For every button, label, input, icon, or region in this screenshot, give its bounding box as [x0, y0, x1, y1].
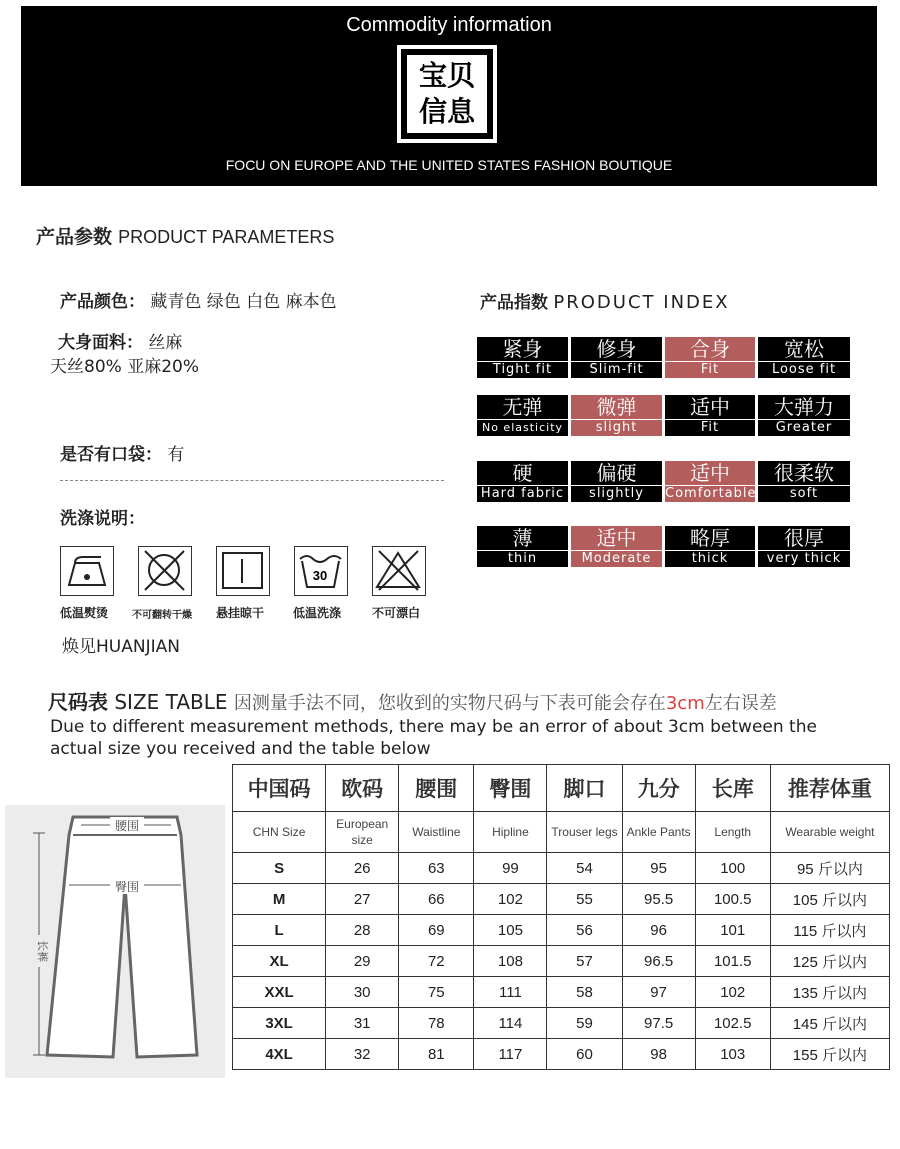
- size-heading-zh: 尺码表: [48, 690, 108, 714]
- table-cell: 105 斤以内: [770, 884, 889, 915]
- index-heading-en: PRODUCT INDEX: [553, 292, 730, 313]
- table-row: [233, 946, 890, 977]
- size-note-zh-1: 因测量手法不同，您收到的实物尺码与下表可能会存在: [233, 693, 666, 714]
- header-cell-en: Wearable weight: [770, 812, 889, 853]
- table-cell: 63: [399, 853, 474, 884]
- table-cell: M: [233, 884, 326, 915]
- wash-30-icon: [294, 546, 348, 596]
- table-cell: 26: [326, 853, 399, 884]
- table-cell: 31: [326, 1008, 399, 1039]
- wash-label-tumble: 不可翻转干燥: [132, 610, 192, 621]
- table-cell: 105: [474, 915, 547, 946]
- wash-label-hang: 悬挂晾干: [216, 606, 265, 620]
- table-cell: 4XL: [233, 1039, 326, 1070]
- table-cell: 95: [622, 853, 695, 884]
- params-heading-zh: 产品参数: [36, 226, 113, 248]
- header-cell-zh: 臀围: [474, 765, 547, 812]
- size-table: [232, 764, 890, 1070]
- table-row: [233, 915, 890, 946]
- header-cell-zh: 长库: [695, 765, 770, 812]
- table-row: [233, 884, 890, 915]
- table-cell: 32: [326, 1039, 399, 1070]
- table-cell: 66: [399, 884, 474, 915]
- header-banner: [21, 6, 877, 186]
- table-cell: 72: [399, 946, 474, 977]
- no-tumble-dry-icon: [138, 546, 192, 596]
- param-fabric-detail: 天丝80% 亚麻20%: [50, 357, 199, 377]
- index-cell-en: slightly: [571, 485, 662, 502]
- banner-subtitle: FOCU ON EUROPE AND THE UNITED STATES FASHION BOUTIQUE: [225, 157, 673, 173]
- banner-badge: [397, 45, 497, 143]
- table-cell: 29: [326, 946, 399, 977]
- table-cell: 115 斤以内: [770, 915, 889, 946]
- wash-label-bleach: 不可漂白: [372, 606, 421, 620]
- table-cell: 30: [326, 977, 399, 1008]
- index-cell: [665, 337, 755, 378]
- index-cell: [571, 337, 662, 378]
- table-cell: 111: [474, 977, 547, 1008]
- table-cell: 125 斤以内: [770, 946, 889, 977]
- table-cell: 97.5: [622, 1008, 695, 1039]
- header-cell-zh: 九分: [622, 765, 695, 812]
- table-cell: 69: [399, 915, 474, 946]
- index-cell: [571, 395, 662, 436]
- table-header-en: [233, 812, 890, 853]
- index-cell: [665, 461, 755, 502]
- table-cell: 95.5: [622, 884, 695, 915]
- table-cell: 102: [695, 977, 770, 1008]
- header-cell-en: Hipline: [474, 812, 547, 853]
- index-cell: [571, 526, 662, 567]
- index-cell-en: Comfortable: [665, 486, 757, 501]
- table-cell: 145 斤以内: [770, 1008, 889, 1039]
- index-cell-zh: 很厚: [784, 526, 824, 550]
- diagram-length-label: 长裤: [36, 940, 49, 962]
- table-cell: 27: [326, 884, 399, 915]
- index-cell-en: thin: [477, 550, 568, 567]
- iron-low-icon: [60, 546, 114, 596]
- table-cell: 57: [547, 946, 622, 977]
- table-cell: 101: [695, 915, 770, 946]
- table-cell: 108: [474, 946, 547, 977]
- size-note-en: Due to different measurement methods, there may be an error of about 3cm between the actual size you received and the table below: [50, 717, 817, 759]
- index-cell-zh: 无弹: [502, 395, 543, 419]
- table-cell: 100.5: [695, 884, 770, 915]
- table-cell: 55: [547, 884, 622, 915]
- header-cell-en: European size: [326, 812, 399, 853]
- header-cell-en: Trouser legs: [547, 812, 622, 853]
- table-header-zh: [233, 765, 890, 812]
- index-cell-zh: 略厚: [690, 526, 730, 550]
- header-cell-en: CHN Size: [233, 812, 326, 853]
- brand-name: 焕见HUANJIAN: [62, 637, 180, 657]
- table-cell: 98: [622, 1039, 695, 1070]
- table-cell: 114: [474, 1008, 547, 1039]
- index-cell-zh: 薄: [512, 526, 533, 550]
- param-color-label: 产品颜色：: [60, 292, 145, 312]
- table-cell: 135 斤以内: [770, 977, 889, 1008]
- table-cell: 60: [547, 1039, 622, 1070]
- index-cell-zh: 硬: [512, 461, 533, 485]
- table-cell: 59: [547, 1008, 622, 1039]
- params-heading: [36, 222, 334, 249]
- index-cell-zh: 适中: [596, 526, 637, 550]
- diagram-waist-label: 腰围: [114, 819, 140, 833]
- wash-temp: 30: [312, 568, 328, 583]
- no-bleach-icon: [372, 546, 426, 596]
- size-note-zh-red: 3cm: [665, 693, 705, 714]
- index-cell-en: Loose fit: [758, 361, 850, 378]
- size-heading-en: SIZE TABLE: [114, 690, 228, 714]
- index-cell: [758, 461, 850, 502]
- index-cell-zh: 很柔软: [774, 461, 834, 485]
- index-cell: [665, 526, 755, 567]
- table-cell: XXL: [233, 977, 326, 1008]
- param-pocket-label: 是否有口袋：: [60, 445, 162, 465]
- index-cell-en: Tight fit: [477, 361, 568, 378]
- index-cell-en: Slim-fit: [571, 361, 662, 378]
- pants-diagram: [5, 805, 225, 1078]
- table-cell: 56: [547, 915, 622, 946]
- table-cell: 100: [695, 853, 770, 884]
- index-cell-zh: 宽松: [784, 337, 824, 361]
- index-cell-en: No elasticity: [477, 419, 568, 436]
- table-cell: 102.5: [695, 1008, 770, 1039]
- table-cell: 75: [399, 977, 474, 1008]
- table-cell: 78: [399, 1008, 474, 1039]
- param-fabric-value: 丝麻: [148, 333, 183, 353]
- divider: [60, 480, 444, 481]
- index-cell-zh: 合身: [690, 337, 730, 361]
- table-cell: 54: [547, 853, 622, 884]
- header-cell-en: Waistline: [399, 812, 474, 853]
- table-cell: 28: [326, 915, 399, 946]
- table-row: [233, 1008, 890, 1039]
- index-cell: [758, 526, 850, 567]
- banner-badge-line1: 宝贝: [418, 59, 475, 92]
- index-cell-zh: 紧身: [502, 337, 543, 361]
- index-cell-en: soft: [758, 485, 850, 502]
- table-row: [233, 977, 890, 1008]
- index-cell-zh: 适中: [690, 395, 730, 419]
- param-pocket: [60, 440, 184, 465]
- index-cell: [758, 337, 850, 378]
- index-cell-en: very thick: [758, 550, 850, 567]
- banner-title: Commodity information: [346, 14, 552, 36]
- index-cell-en: thick: [665, 550, 755, 567]
- param-fabric-label: 大身面料：: [58, 333, 143, 353]
- index-cell: [477, 461, 568, 502]
- wash-heading-label: 洗涤说明：: [60, 509, 145, 529]
- params-heading-en: PRODUCT PARAMETERS: [118, 227, 335, 247]
- index-cell-zh: 偏硬: [596, 461, 637, 485]
- index-cell: [571, 461, 662, 502]
- index-cell: [477, 337, 568, 378]
- table-cell: 3XL: [233, 1008, 326, 1039]
- table-row: [233, 1039, 890, 1070]
- param-pocket-value: 有: [167, 445, 185, 465]
- table-cell: 101.5: [695, 946, 770, 977]
- size-note-zh-2: 左右误差: [704, 693, 777, 714]
- index-cell-en: Fit: [665, 361, 755, 378]
- table-cell: 117: [474, 1039, 547, 1070]
- param-fabric: [58, 328, 182, 353]
- index-cell-en: Greater: [758, 419, 850, 436]
- table-cell: 96: [622, 915, 695, 946]
- index-cell: [477, 526, 568, 567]
- header-cell-en: Ankle Pants: [622, 812, 695, 853]
- table-cell: L: [233, 915, 326, 946]
- hang-dry-icon: [216, 546, 270, 596]
- table-cell: 102: [474, 884, 547, 915]
- header-cell-zh: 腰围: [399, 765, 474, 812]
- table-row: [233, 853, 890, 884]
- wash-label-iron: 低温熨烫: [60, 606, 109, 620]
- banner-badge-line2: 信息: [418, 95, 475, 128]
- index-cell: [758, 395, 850, 436]
- index-cell-en: slight: [571, 419, 662, 436]
- wash-heading: [60, 504, 145, 529]
- index-cell-zh: 适中: [690, 461, 730, 485]
- param-color-value: 藏青色 绿色 白色 麻本色: [150, 292, 337, 312]
- wash-label-wash: 低温洗涤: [293, 606, 342, 620]
- index-heading-zh: 产品指数: [480, 293, 548, 313]
- table-cell: 97: [622, 977, 695, 1008]
- table-cell: S: [233, 853, 326, 884]
- header-cell-zh: 欧码: [326, 765, 399, 812]
- param-color: [60, 287, 337, 312]
- index-cell-en: Hard fabric: [477, 485, 568, 502]
- table-cell: 155 斤以内: [770, 1039, 889, 1070]
- header-cell-zh: 推荐体重: [770, 765, 889, 812]
- header-cell-zh: 脚口: [547, 765, 622, 812]
- index-heading: [480, 288, 730, 313]
- header-cell-zh: 中国码: [233, 765, 326, 812]
- size-table-heading: [48, 686, 777, 715]
- table-cell: 96.5: [622, 946, 695, 977]
- index-cell-zh: 修身: [596, 337, 637, 361]
- table-cell: XL: [233, 946, 326, 977]
- table-cell: 99: [474, 853, 547, 884]
- table-cell: 81: [399, 1039, 474, 1070]
- index-cell-en: Fit: [665, 419, 755, 436]
- index-cell: [477, 395, 568, 436]
- diagram-hip-label: 臀围: [114, 880, 140, 894]
- table-cell: 95 斤以内: [770, 853, 889, 884]
- index-cell-en: Moderate: [571, 550, 662, 567]
- table-cell: 103: [695, 1039, 770, 1070]
- index-cell-zh: 大弹力: [774, 395, 834, 419]
- table-cell: 58: [547, 977, 622, 1008]
- header-cell-en: Length: [695, 812, 770, 853]
- index-cell-zh: 微弹: [596, 395, 637, 419]
- index-cell: [665, 395, 755, 436]
